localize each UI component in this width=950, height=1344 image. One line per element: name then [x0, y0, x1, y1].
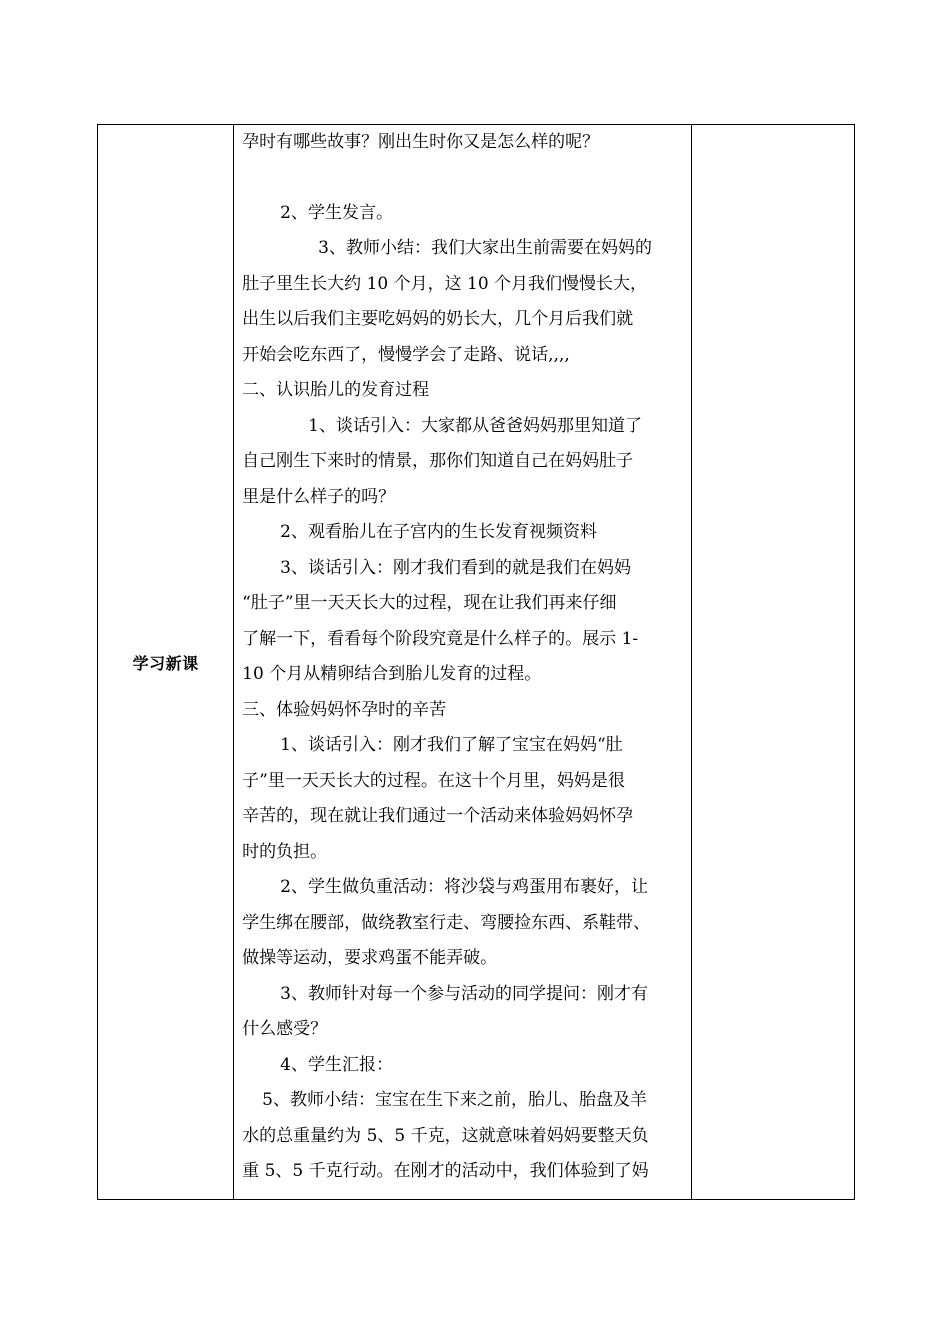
section-label: 学习新课	[132, 653, 199, 673]
content-line: 3、教师针对每一个参与活动的同学提问：刚才有	[280, 983, 648, 1004]
content-line: 做操等运动，要求鸡蛋不能弄破。	[242, 948, 498, 968]
lesson-content-cell	[234, 125, 692, 1200]
content-line: 10 个月从精卵结合到胎儿发育的过程。	[242, 664, 542, 684]
content-line: 2、观看胎儿在子宫内的生长发育视频资料	[280, 522, 597, 542]
content-line: 肚子里生长大约 10 个月，这 10 个月我们慢慢长大，	[242, 273, 648, 294]
content-line: 2、学生发言。	[280, 202, 393, 223]
paragraph-spacer	[242, 161, 684, 196]
content-line: 里是什么样子的吗？	[242, 486, 396, 507]
content-line: 开始会吃东西了，慢慢学会了走路、说话,,,,	[242, 344, 570, 365]
content-line: 了解一下，看看每个阶段究竟是什么样子的。展示 1-	[242, 628, 639, 649]
content-line: 重 5、5 千克行动。在刚才的活动中，我们体验到了妈	[242, 1161, 649, 1181]
content-line: 什么感受？	[242, 1019, 328, 1039]
lesson-plan-table	[97, 124, 855, 1200]
content-line: 水的总重量约为 5、5 千克，这就意味着妈妈要整天负	[242, 1125, 649, 1146]
table-row	[98, 125, 855, 1200]
content-line: 2、学生做负重活动：将沙袋与鸡蛋用布裹好，让	[280, 877, 648, 897]
content-line: 二、认识胎儿的发育过程	[242, 380, 430, 400]
content-line: “肚子”里一天天长大的过程，现在让我们再来仔细	[242, 593, 617, 613]
content-line: 出生以后我们主要吃妈妈的奶长大，几个月后我们就	[242, 309, 634, 329]
content-line: 三、体验妈妈怀孕时的辛苦	[242, 699, 447, 720]
content-line: 自己刚生下来时的情景，那你们知道自己在妈妈肚子	[242, 451, 634, 471]
content-line: 4、学生汇报：	[280, 1054, 393, 1075]
content-line: 辛苦的，现在就让我们通过一个活动来体验妈妈怀孕	[242, 806, 634, 826]
lesson-content	[242, 125, 684, 1190]
content-line: 子”里一天天长大的过程。在这十个月里，妈妈是很	[242, 770, 625, 791]
content-line: 5、教师小结：宝宝在生下来之前，胎儿、胎盘及羊	[262, 1090, 647, 1110]
content-line: 学生绑在腰部，做绕教室行走、弯腰捡东西、系鞋带、	[242, 912, 651, 933]
content-line: 1、谈话引入：大家都从爸爸妈妈那里知道了	[308, 415, 642, 436]
content-line: 3、谈话引入：刚才我们看到的就是我们在妈妈	[280, 557, 631, 578]
content-line: 1、谈话引入：刚才我们了解了宝宝在妈妈“肚	[280, 735, 623, 755]
content-line: 3、教师小结：我们大家出生前需要在妈妈的	[318, 238, 652, 258]
content-line: 孕时有哪些故事？刚出生时你又是怎么样的呢？	[242, 132, 600, 152]
content-line: 时的负担。	[242, 841, 328, 862]
notes-cell	[691, 125, 854, 1200]
section-label-cell	[98, 125, 234, 1200]
